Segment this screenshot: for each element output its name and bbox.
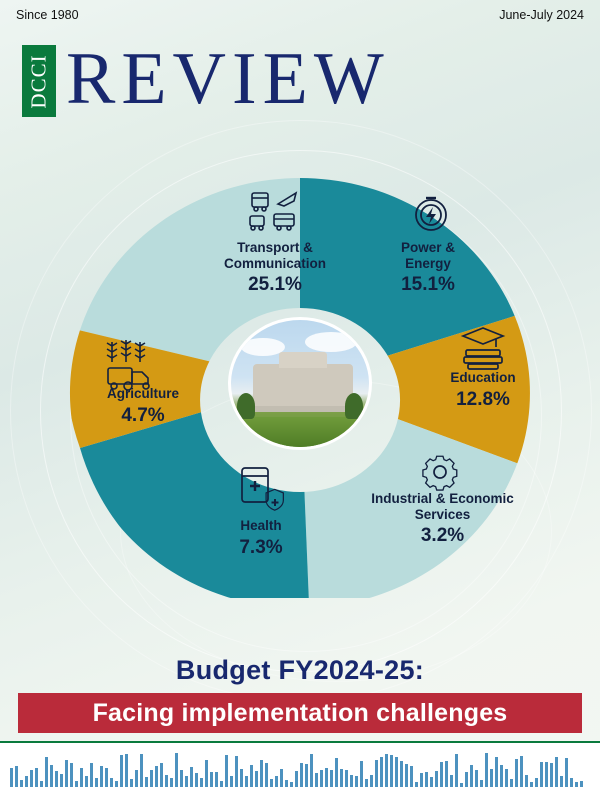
footer-bar bbox=[335, 758, 338, 787]
footer-bar bbox=[245, 776, 248, 787]
magazine-title: REVIEW bbox=[66, 38, 390, 120]
footer-bar bbox=[60, 774, 63, 787]
footer-bar bbox=[480, 780, 483, 787]
segment-value: 12.8% bbox=[456, 388, 510, 410]
segment-name: Power & bbox=[400, 240, 455, 255]
footer-bar bbox=[120, 755, 123, 787]
footer-bar bbox=[40, 781, 43, 787]
segment-label-power bbox=[378, 240, 478, 296]
cover-subhead: Facing implementation challenges bbox=[92, 698, 508, 727]
footer-bar bbox=[405, 764, 408, 787]
footer-bar bbox=[540, 762, 543, 787]
health-icon bbox=[238, 462, 290, 514]
footer-bar bbox=[115, 781, 118, 787]
footer-bar bbox=[300, 763, 303, 787]
footer-bar bbox=[525, 775, 528, 787]
footer-bar bbox=[500, 765, 503, 787]
footer-bar bbox=[575, 782, 578, 787]
footer-bar bbox=[330, 770, 333, 787]
footer-bar bbox=[255, 771, 258, 787]
footer-bar bbox=[265, 763, 268, 787]
footer-bar bbox=[385, 754, 388, 787]
footer-bar bbox=[430, 777, 433, 787]
footer-bar bbox=[190, 767, 193, 787]
segment-name-line2: Communication bbox=[223, 255, 326, 271]
footer-bar-pattern bbox=[10, 749, 590, 787]
footer-bar bbox=[515, 759, 518, 787]
footer-bar bbox=[260, 760, 263, 787]
segment-name-line2: Energy bbox=[405, 255, 451, 271]
footer-bar bbox=[10, 768, 13, 787]
segment-label-industrial bbox=[360, 491, 525, 547]
footer-bar bbox=[100, 766, 103, 787]
footer-bar bbox=[305, 764, 308, 787]
footer-bar bbox=[110, 778, 113, 787]
footer-bar bbox=[580, 781, 583, 787]
segment-value: 7.3% bbox=[239, 536, 283, 558]
footer-bar bbox=[175, 753, 178, 787]
tree-shape bbox=[345, 393, 363, 419]
footer-bar bbox=[455, 754, 458, 787]
parliament-building bbox=[253, 364, 353, 412]
footer-bar bbox=[270, 779, 273, 787]
cloud-shape bbox=[305, 332, 357, 352]
footer-bar bbox=[275, 776, 278, 787]
since-text: Since 1980 bbox=[16, 8, 79, 22]
footer-bar bbox=[520, 756, 523, 787]
segment-label-education bbox=[428, 370, 538, 410]
cover-subhead-bar bbox=[18, 693, 582, 733]
segment-value: 3.2% bbox=[420, 525, 465, 547]
footer-bar bbox=[445, 761, 448, 787]
segment-name: Education bbox=[450, 370, 516, 385]
footer-bar bbox=[325, 768, 328, 787]
agriculture-icon bbox=[102, 336, 160, 392]
footer-bar bbox=[495, 757, 498, 787]
footer-bar bbox=[365, 779, 368, 787]
footer-bar bbox=[15, 766, 18, 787]
footer-bar bbox=[55, 771, 58, 787]
footer-bar bbox=[70, 763, 73, 787]
grass-field bbox=[231, 417, 369, 447]
footer-bar bbox=[395, 757, 398, 787]
footer-bar bbox=[475, 770, 478, 787]
footer-bar bbox=[105, 768, 108, 787]
footer-bar bbox=[435, 771, 438, 787]
footer-bar bbox=[355, 776, 358, 787]
donut-chart bbox=[60, 168, 540, 598]
footer-bar bbox=[490, 769, 493, 787]
footer-bar bbox=[565, 758, 568, 787]
footer-bar bbox=[560, 776, 563, 787]
segment-name: Transport & bbox=[237, 240, 313, 255]
footer-bar bbox=[250, 765, 253, 787]
footer-bar bbox=[65, 760, 68, 787]
footer-bar bbox=[340, 769, 343, 787]
footer-bar bbox=[160, 763, 163, 787]
footer-bar bbox=[135, 770, 138, 787]
footer-bar bbox=[165, 775, 168, 787]
segment-name-line2: Services bbox=[414, 506, 471, 522]
footer-bar bbox=[320, 770, 323, 787]
footer-bar bbox=[180, 770, 183, 787]
footer-bar bbox=[350, 775, 353, 787]
footer-bar bbox=[470, 765, 473, 787]
footer-bar bbox=[440, 762, 443, 787]
footer-bar bbox=[75, 781, 78, 787]
segment-value: 4.7% bbox=[121, 404, 165, 426]
gear-icon bbox=[418, 450, 462, 494]
footer-bar bbox=[295, 771, 298, 787]
footer-bar bbox=[380, 757, 383, 787]
footer-bar bbox=[390, 755, 393, 787]
footer-bar bbox=[35, 768, 38, 787]
footer-bar bbox=[50, 765, 53, 787]
footer-bar bbox=[155, 766, 158, 787]
tree-shape bbox=[237, 393, 255, 419]
footer-bar bbox=[545, 762, 548, 787]
segment-label-health bbox=[206, 518, 316, 558]
footer-bar bbox=[375, 760, 378, 787]
footer-bar bbox=[510, 779, 513, 787]
footer-bar bbox=[125, 754, 128, 787]
footer-bar bbox=[225, 755, 228, 787]
footer-bar bbox=[25, 776, 28, 787]
footer-bar bbox=[550, 763, 553, 787]
education-icon bbox=[458, 323, 508, 371]
segment-name: Health bbox=[240, 518, 282, 533]
footer-bar bbox=[460, 783, 463, 787]
center-photo bbox=[228, 317, 372, 450]
footer-bar bbox=[410, 766, 413, 787]
footer-bar bbox=[370, 775, 373, 787]
footer-bar bbox=[485, 753, 488, 787]
footer-bar bbox=[535, 778, 538, 787]
footer-bar bbox=[145, 777, 148, 787]
footer-bar bbox=[20, 780, 23, 787]
footer-bar bbox=[555, 757, 558, 787]
issue-date: June-July 2024 bbox=[499, 8, 584, 22]
power-icon bbox=[408, 190, 454, 236]
footer-bar bbox=[505, 769, 508, 787]
segment-name: Industrial & Economic bbox=[371, 491, 514, 506]
footer-bar bbox=[285, 780, 288, 787]
footer-bar bbox=[80, 768, 83, 787]
footer-bar bbox=[90, 763, 93, 787]
footer-bar bbox=[450, 775, 453, 787]
footer-bar bbox=[465, 772, 468, 787]
footer-bar bbox=[345, 770, 348, 787]
footer-bar bbox=[415, 782, 418, 787]
footer-bar bbox=[150, 770, 153, 787]
dcci-logo bbox=[22, 45, 56, 117]
footer-bar bbox=[400, 761, 403, 787]
footer-bar bbox=[170, 778, 173, 787]
footer-bar bbox=[140, 754, 143, 787]
transport-icon bbox=[248, 190, 310, 232]
footer-strip bbox=[0, 741, 600, 791]
dcci-logo-text: DCCI bbox=[26, 53, 51, 109]
footer-bar bbox=[530, 782, 533, 787]
segment-label-agriculture bbox=[78, 386, 208, 426]
footer-bar bbox=[185, 776, 188, 787]
segment-value: 15.1% bbox=[401, 274, 455, 296]
cover-headline: Budget FY2024-25: bbox=[175, 655, 425, 685]
footer-bar bbox=[425, 772, 428, 787]
footer-bar bbox=[210, 772, 213, 787]
footer-bar bbox=[200, 778, 203, 787]
segment-name: Agriculture bbox=[106, 386, 179, 401]
segment-value: 25.1% bbox=[248, 274, 302, 296]
cover-topbar bbox=[0, 0, 600, 30]
footer-bar bbox=[95, 778, 98, 787]
masthead bbox=[0, 36, 600, 122]
footer-bar bbox=[315, 773, 318, 787]
footer-bar bbox=[230, 776, 233, 787]
footer-bar bbox=[235, 756, 238, 787]
footer-bar bbox=[130, 779, 133, 787]
footer-bar bbox=[420, 773, 423, 787]
footer-bar bbox=[240, 769, 243, 787]
footer-bar bbox=[280, 769, 283, 787]
footer-bar bbox=[85, 776, 88, 787]
footer-bar bbox=[205, 760, 208, 787]
footer-bar bbox=[310, 754, 313, 787]
footer-bar bbox=[195, 773, 198, 787]
footer-bar bbox=[290, 782, 293, 787]
footer-bar bbox=[30, 770, 33, 787]
footer-bar bbox=[45, 757, 48, 787]
footer-bar bbox=[215, 772, 218, 787]
footer-bar bbox=[570, 778, 573, 787]
segment-label-transport bbox=[200, 240, 350, 296]
footer-bar bbox=[360, 761, 363, 787]
footer-bar bbox=[220, 781, 223, 787]
